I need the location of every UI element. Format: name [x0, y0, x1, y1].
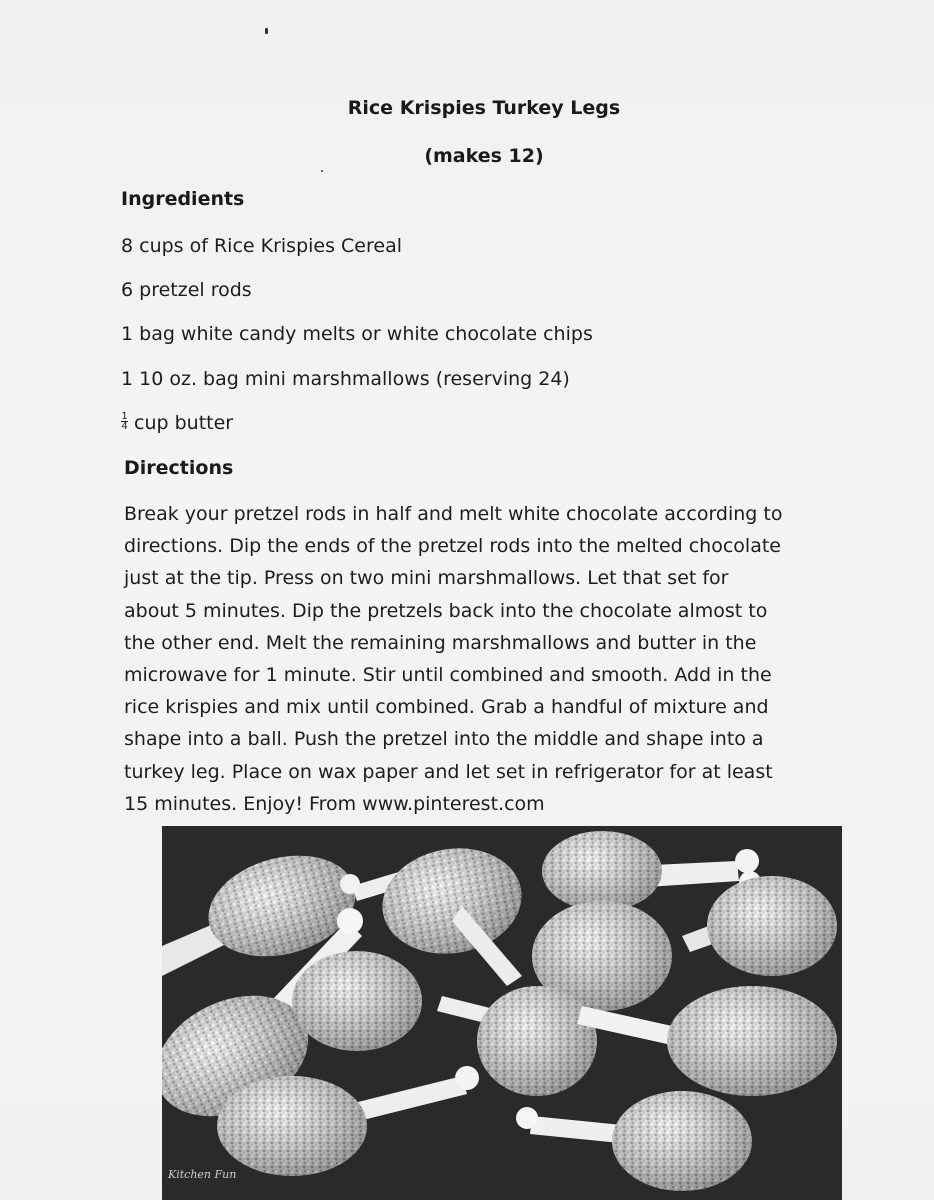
- ingredient-item: 1 10 oz. bag mini marshmallows (reserving 24): [121, 368, 570, 390]
- fraction-numerator: 1: [121, 411, 128, 422]
- fraction-denominator: 4: [121, 421, 128, 432]
- quarter-fraction: [121, 412, 128, 431]
- ingredient-item: 8 cups of Rice Krispies Cereal: [121, 235, 403, 257]
- ingredient-item: 6 pretzel rods: [121, 279, 252, 301]
- directions-line: Break your pretzel rods in half and melt white chocolate according to: [124, 503, 783, 525]
- directions-line: turkey leg. Place on wax paper and let set in refrigerator for at least: [124, 760, 773, 783]
- directions-text: [124, 498, 844, 820]
- paper-speck: [265, 28, 268, 34]
- recipe-title: Rice Krispies Turkey Legs: [347, 97, 621, 119]
- directions-line: the other end. Melt the remaining marshmallows and butter in the: [124, 631, 757, 654]
- photo-watermark: Kitchen Fun: [168, 1168, 237, 1181]
- directions-line: rice krispies and mix until combined. Grab a handful of mixture and: [124, 696, 769, 719]
- recipe-yield: (makes 12): [424, 145, 544, 167]
- directions-line: directions. Dip the ends of the pretzel rods into the melted chocolate: [124, 535, 781, 558]
- ingredients-heading: Ingredients: [121, 188, 245, 210]
- directions-line: microwave for 1 minute. Stir until combined and smooth. Add in the: [124, 664, 772, 687]
- directions-line: about 5 minutes. Dip the pretzels back into the chocolate almost to: [124, 599, 768, 622]
- ingredient-item: 1 bag white candy melts or white chocolate chips: [121, 323, 593, 345]
- ingredient-item-butter: [121, 412, 233, 434]
- directions-line: just at the tip. Press on two mini marshmallows. Let that set for: [124, 567, 729, 590]
- directions-heading: Directions: [124, 457, 234, 479]
- paper-speck: [321, 170, 323, 172]
- turkey-legs-photo: [162, 826, 842, 1200]
- directions-line: 15 minutes. Enjoy! From www.pinterest.com: [124, 792, 545, 815]
- turkey-leg: [292, 951, 422, 1051]
- directions-line: shape into a ball. Push the pretzel into the middle and shape into a: [124, 728, 764, 751]
- ingredient-text: cup butter: [134, 412, 234, 434]
- turkey-legs-illustration: [162, 826, 842, 1200]
